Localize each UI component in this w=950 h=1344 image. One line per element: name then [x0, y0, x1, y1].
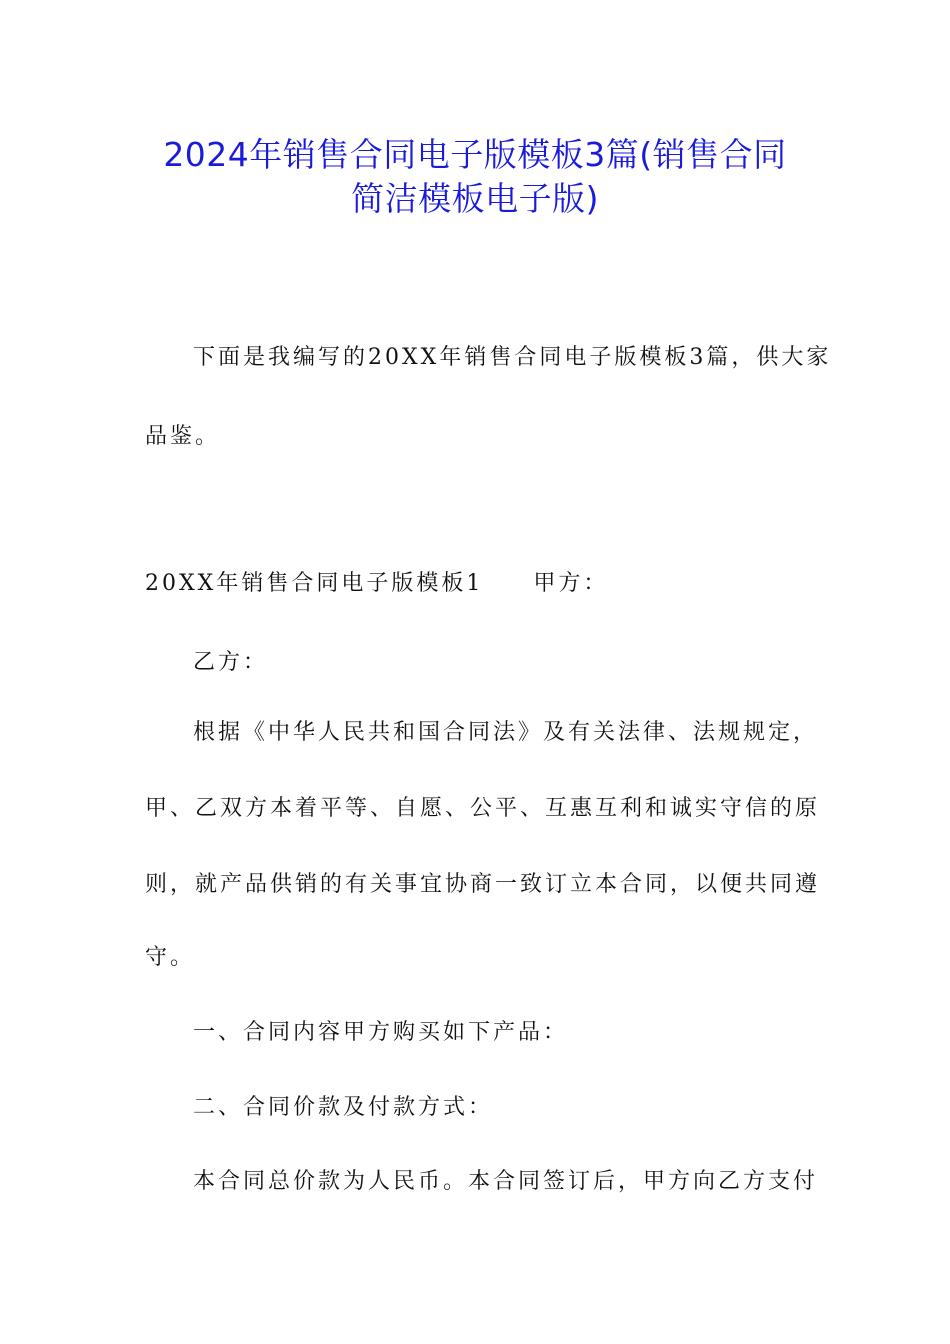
document-title-line-1: 2024年销售合同电子版模板3篇(销售合同 [163, 135, 787, 174]
party-a-label: 甲方： [533, 571, 609, 596]
section-heading-row [145, 571, 608, 597]
basis-paragraph-line-4: 守。 [145, 945, 196, 970]
document-title-line-2: 简洁模板电子版) [351, 179, 599, 218]
clause-2: 二、合同价款及付款方式： [193, 1095, 494, 1120]
intro-paragraph-line-1: 下面是我编写的20XX年销售合同电子版模板3篇，供大家 [193, 345, 832, 370]
intro-paragraph-line-2: 品鉴。 [145, 424, 221, 449]
section-heading: 20XX年销售合同电子版模板1 [145, 571, 484, 596]
payment-paragraph-line-1: 本合同总价款为人民币。本合同签订后，甲方向乙方支付 [193, 1169, 819, 1194]
clause-1: 一、合同内容甲方购买如下产品： [193, 1020, 569, 1045]
party-b-label: 乙方： [193, 650, 269, 675]
basis-paragraph-line-3: 则，就产品供销的有关事宜协商一致订立本合同，以便共同遵 [145, 872, 821, 897]
basis-paragraph-line-1: 根据《中华人民共和国合同法》及有关法律、法规规定， [193, 720, 819, 745]
basis-paragraph-line-2: 甲、乙双方本着平等、自愿、公平、互惠互利和诚实守信的原 [145, 796, 821, 821]
